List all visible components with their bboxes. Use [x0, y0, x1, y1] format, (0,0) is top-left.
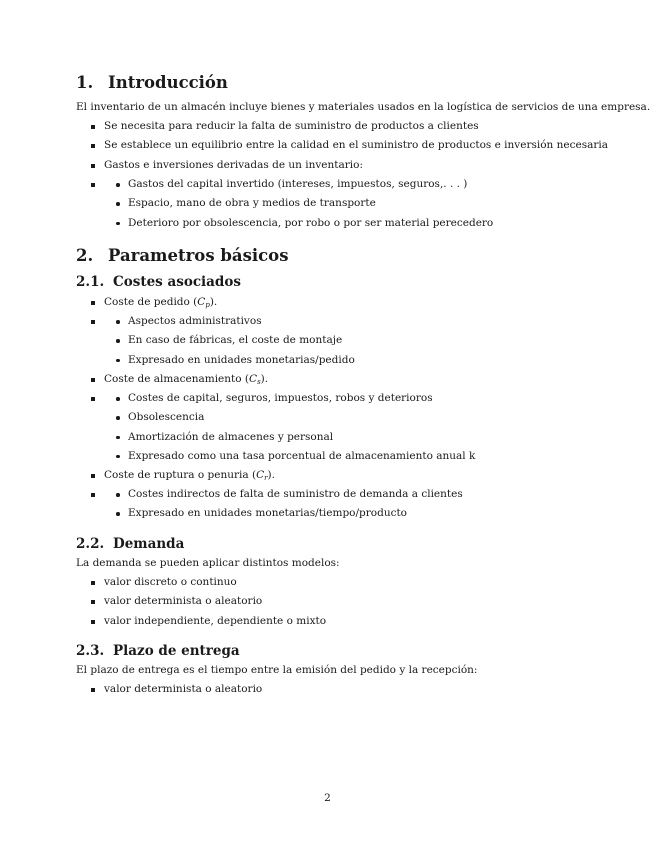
ruptura-list: [76, 466, 275, 485]
label-close: ).: [209, 296, 218, 308]
math-symbol: C: [249, 373, 258, 385]
list-item: Costes indirectos de falta de suministro de demanda a clientes: [76, 485, 463, 504]
subsection-number: 2.1.: [76, 274, 105, 290]
subsection-number: 2.2.: [76, 536, 105, 552]
almacenamiento-list: [76, 370, 268, 389]
coste-ruptura-label: Coste de ruptura o penuria (: [104, 469, 257, 481]
subsection-title: Plazo de entrega: [113, 643, 240, 659]
pedido-sublist: [76, 312, 355, 366]
plazo-list: [76, 680, 262, 699]
subsection-2-3-heading: [76, 643, 240, 659]
math-subscript: p: [205, 301, 210, 309]
section-number: 2.: [76, 246, 94, 265]
section-title: Parametros básicos: [108, 246, 289, 265]
nested-list: [76, 389, 475, 466]
list-item: Costes de capital, seguros, impuestos, robos y deterioros: [76, 389, 475, 408]
nested-list: [76, 485, 463, 524]
list-item-text: Gastos e inversiones derivadas de un inventario:: [104, 158, 364, 171]
coste-almacenamiento-label: Coste de almacenamiento (: [104, 373, 250, 385]
list-item: Se establece un equilibrio entre la calidad en el suministro de productos e inversión necesaria: [76, 136, 608, 155]
list-item: Expresado en unidades monetarias/pedido: [76, 351, 355, 370]
subsection-title: Costes asociados: [113, 274, 241, 290]
page-number: 2: [324, 792, 331, 804]
subsection-number: 2.3.: [76, 643, 105, 659]
plazo-paragraph: El plazo de entrega es el tiempo entre la emisión del pedido y la recepción:: [76, 664, 478, 676]
list-item: [76, 389, 476, 462]
list-item: valor discreto o continuo: [76, 573, 326, 592]
list-item: valor determinista o aleatorio: [76, 592, 326, 611]
section-number: 1.: [76, 73, 94, 92]
subsection-2-1-heading: [76, 274, 241, 290]
section-title: Introducción: [108, 73, 228, 92]
math-symbol: C: [197, 296, 206, 308]
list-item: Obsolescencia: [76, 408, 475, 427]
label-close: ).: [260, 373, 269, 385]
list-item: Amortización de almacenes y personal: [76, 428, 475, 447]
list-item: Expresado como una tasa porcentual de almacenamiento anual k: [76, 447, 475, 466]
list-item: En caso de fábricas, el coste de montaje: [76, 331, 355, 350]
nested-list: [76, 312, 355, 370]
list-item: valor determinista o aleatorio: [76, 680, 262, 699]
intro-paragraph: El inventario de un almacén incluye bienes y materiales usados en la logística de servicios de una empresa.: [76, 101, 651, 113]
demanda-list: [76, 573, 326, 631]
list-item: Espacio, mano de obra y medios de transporte: [76, 194, 493, 213]
section-2-heading: [76, 246, 288, 265]
list-item: valor independiente, dependiente o mixto: [76, 612, 326, 631]
math-symbol: C: [256, 469, 265, 481]
math-subscript: r: [264, 474, 268, 482]
coste-pedido-label: Coste de pedido (: [104, 296, 198, 308]
list-item: [76, 370, 268, 389]
list-item: [76, 175, 494, 229]
section-1-heading: [76, 73, 228, 92]
gastos-sublist: [76, 175, 494, 229]
list-item: [76, 312, 355, 366]
nested-list: [76, 175, 493, 233]
label-close: ).: [267, 469, 275, 481]
costes-list: [76, 293, 217, 312]
subsection-2-2-heading: [76, 536, 184, 552]
list-item: [76, 156, 608, 175]
list-item: [76, 293, 217, 312]
intro-list: [76, 117, 608, 175]
list-item: Expresado en unidades monetarias/tiempo/producto: [76, 504, 463, 523]
math-subscript: s: [257, 378, 261, 386]
list-item: Aspectos administrativos: [76, 312, 355, 331]
subsection-title: Demanda: [113, 536, 185, 552]
ruptura-sublist: [76, 485, 463, 520]
list-item: [76, 485, 463, 520]
list-item: Se necesita para reducir la falta de suministro de productos a clientes: [76, 117, 608, 136]
almacenamiento-sublist: [76, 389, 476, 462]
demanda-paragraph: La demanda se pueden aplicar distintos modelos:: [76, 557, 340, 569]
list-item: Gastos del capital invertido (intereses, impuestos, seguros,. . . ): [76, 175, 493, 194]
list-item: [76, 466, 275, 485]
list-item: Deterioro por obsolescencia, por robo o por ser material perecedero: [76, 214, 493, 233]
